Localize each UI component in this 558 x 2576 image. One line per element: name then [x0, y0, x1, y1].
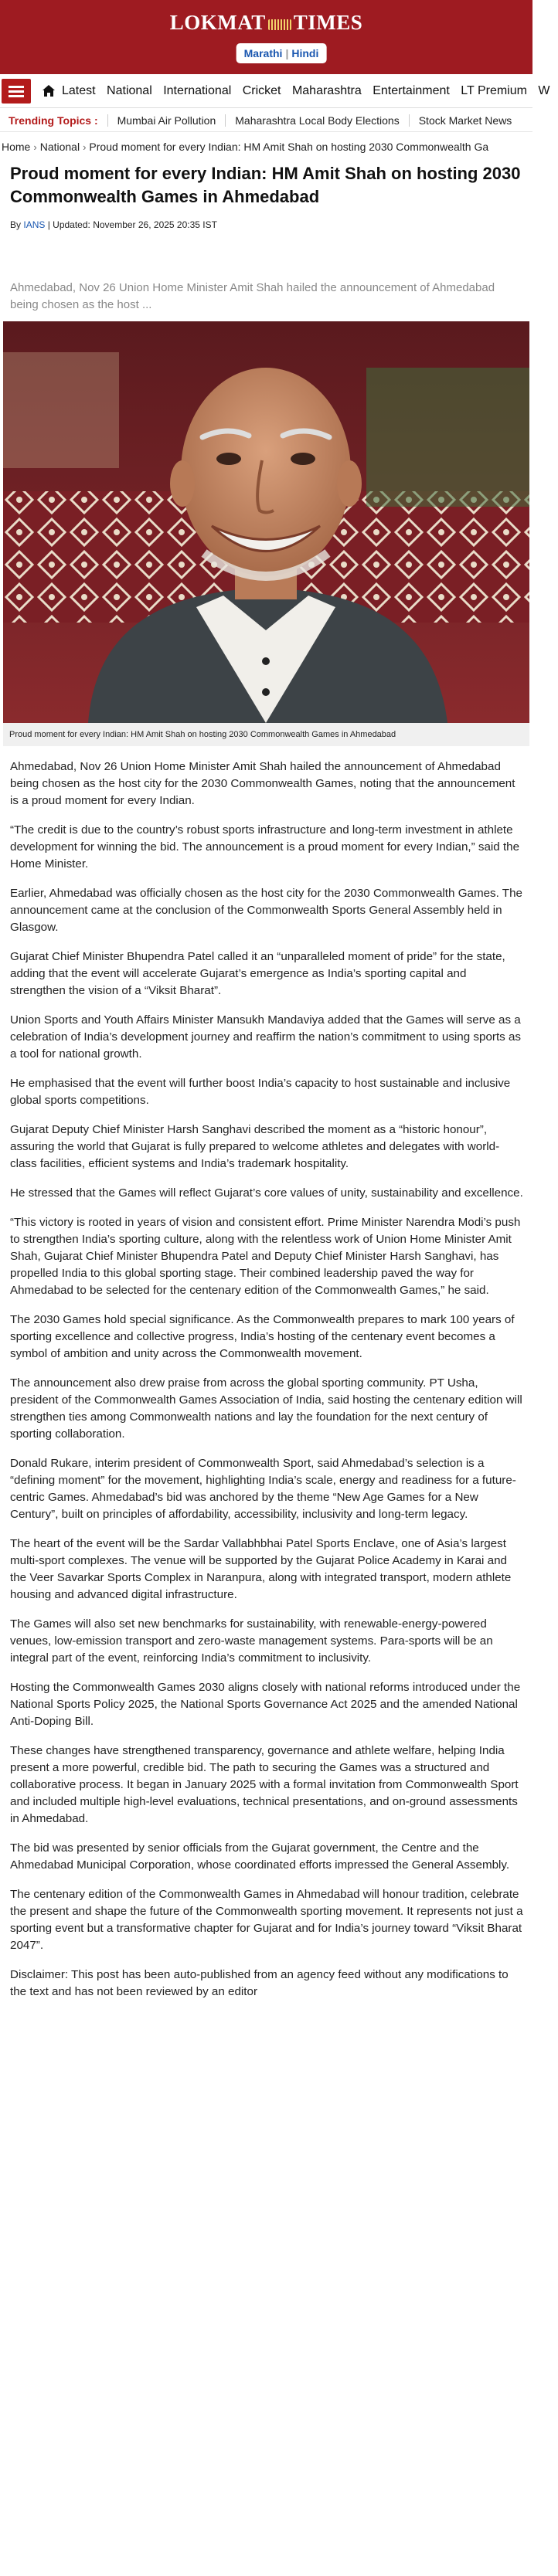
article-paragraph: He stressed that the Games will reflect Gujarat’s core values of unity, sustainability and excellence. [10, 1186, 523, 1200]
article-body [10, 759, 523, 2013]
main-nav [0, 74, 550, 108]
trending-topics-bar [0, 109, 532, 132]
chevron-right-icon: › [33, 141, 37, 153]
author-link[interactable]: IANS [23, 219, 46, 230]
article-paragraph: These changes have strengthened transparency, governance and athlete welfare, helping India present a more powerful, credible bid. The path to securing the Games was a structured and collaborative process. It began in January 2025 with a formal invitation from Commonwealth Sport and included multiple high-level evaluations, technical presentations, and on-ground assessments in Ahmedabad. [10, 1744, 519, 1825]
article-paragraph: He emphasised that the event will further boost India’s capacity to host sustainable and inclusive global sports competitions. [10, 1077, 511, 1107]
article-summary: Ahmedabad, Nov 26 Union Home Minister Amit Shah hailed the announcement of Ahmedabad being chosen as the host ... [10, 281, 495, 311]
nav-item-maharashtra[interactable]: Maharashtra [291, 84, 362, 97]
article-paragraph: The bid was presented by senior officials from the Gujarat government, the Centre and the Ahmedabad Municipal Corporation, whose coordinated efforts impressed the General Assembly. [10, 1841, 510, 1872]
trending-topic[interactable]: Maharashtra Local Body Elections [225, 114, 408, 127]
nav-item-cricket[interactable]: Cricket [242, 84, 281, 97]
hero-image [3, 321, 529, 723]
disclaimer: Disclaimer: This post has been auto-published from an agency feed without any modifications to the text and has not been reviewed by an editor [10, 1968, 509, 1998]
language-switcher [236, 43, 327, 63]
nav-item-lt-premium[interactable]: LT Premium [461, 84, 527, 97]
article-paragraph: The centenary edition of the Commonwealth Games in Ahmedabad will honour tradition, celebrate the present and shape the future of the Commonwealth sporting movement. It represents not just a sporting event but a transformative chapter for Gujarat and for India’s journey toward “Viksit Bharat 2047”. [10, 1888, 523, 1952]
logo-text-right: TIMES [293, 11, 363, 34]
lang-hindi-link[interactable]: Hindi [291, 47, 319, 59]
nav-item-international[interactable]: International [163, 84, 232, 97]
article-paragraph: The announcement also drew praise from across the global sporting community. PT Usha, president of the Commonwealth Games Association of India, said hosting the centenary edition will strengthen ties among Commonwealth nations and lay the foundation for the next century of sporting collaboration. [10, 1376, 522, 1441]
updated-timestamp: | Updated: November 26, 2025 20:35 IST [45, 219, 217, 230]
article-byline [10, 219, 217, 230]
breadcrumb-current: Proud moment for every Indian: HM Amit Shah on hosting 2030 Commonwealth Ga [89, 141, 489, 153]
nav-item-entertainment[interactable]: Entertainment [373, 84, 450, 97]
article-paragraph: The Games will also set new benchmarks for sustainability, with renewable-energy-powered venues, low-emission transport and zero-waste management systems. Para-sports will be an integral part of the event, reinforcing India’s commitment to inclusivity. [10, 1617, 493, 1665]
article-paragraph: Earlier, Ahmedabad was officially chosen as the host city for the 2030 Commonwealth Games. The announcement came at the conclusion of the Commonwealth Sports General Assembly held in Glasgow. [10, 887, 522, 934]
hamburger-icon[interactable] [2, 79, 31, 104]
lang-divider: | [285, 47, 289, 59]
image-caption: Proud moment for every Indian: HM Amit Shah on hosting 2030 Commonwealth Games in Ahmedabad [3, 723, 529, 746]
nav-item-national[interactable]: National [107, 84, 152, 97]
article-paragraph: “This victory is rooted in years of vision and consistent effort. Prime Minister Narendra Modi’s push to strengthen India’s sporting culture, along with the relentless work of Union Home Minister Amit Shah, Gujarat Chief Minister Bhupendra Patel and Deputy Chief Minister Harsh Sanghavi, has propelled India to this global sporting stage. Their combined leadership paved the way for Ahmedabad to be selected for the centenary edition of the Commonwealth Games,” he said. [10, 1216, 521, 1297]
breadcrumb-home[interactable]: Home [2, 141, 31, 153]
article-paragraph: Union Sports and Youth Affairs Minister Mansukh Mandaviya added that the Games will serve as a celebration of India’s development journey and reaffirm the nation’s commitment to using sports as a tool for national growth. [10, 1013, 522, 1061]
article-paragraph: Ahmedabad, Nov 26 Union Home Minister Amit Shah hailed the announcement of Ahmedabad being chosen as the host city for the 2030 Commonwealth Games, noting that the announcement is a proud moment for every Indian. [10, 760, 515, 807]
trending-topic[interactable]: Stock Market News [409, 114, 522, 127]
nav-items [62, 74, 558, 108]
home-icon[interactable] [42, 84, 56, 97]
lang-marathi-link[interactable]: Marathi [243, 47, 283, 59]
breadcrumb-section[interactable]: National [39, 141, 80, 153]
logo-text-left: LOKMAT [169, 11, 266, 34]
site-logo[interactable] [0, 11, 532, 35]
article-paragraph: Gujarat Chief Minister Bhupendra Patel called it an “unparalleled moment of pride” for the state, adding that the event will accelerate Gujarat’s emergence as India’s sporting capital and strengthen the vision of a “Viksit Bharat”. [10, 950, 505, 997]
byline-prefix: By [10, 219, 22, 230]
article-paragraph: Hosting the Commonwealth Games 2030 aligns closely with national reforms introduced under the National Sports Policy 2025, the National Sports Governance Act 2025 and the amended National Anti-Doping Bill. [10, 1681, 521, 1728]
article-paragraph: The 2030 Games hold special significance. As the Commonwealth prepares to mark 100 years of sporting excellence and collective progress, India’s hosting of the centenary event becomes a symbol of ambition and unity across the Commonwealth movement. [10, 1313, 515, 1360]
article-paragraph: The heart of the event will be the Sardar Vallabhbhai Patel Sports Enclave, one of Asia’s largest multi-sport complexes. The venue will be supported by the Gujarat Police Academy in Karai and the Veer Savarkar Sports Complex in Naranpura, along with integrated transport, modern athlete housing and advanced digital infrastructure. [10, 1537, 512, 1601]
nav-item-latest[interactable]: Latest [62, 84, 96, 97]
trending-label: Trending Topics : [9, 114, 98, 127]
article-paragraph: Gujarat Deputy Chief Minister Harsh Sanghavi described the moment as a “historic honour”, assuring the world that Gujarat is fully prepared to welcome athletes and delegates with world-class facilities, efficient systems and India’s trademark hospitality. [10, 1123, 500, 1170]
chevron-right-icon: › [83, 141, 87, 153]
nav-item-truncated[interactable]: W [538, 84, 550, 97]
logo-emblem-icon [268, 19, 291, 30]
trending-topic[interactable]: Mumbai Air Pollution [107, 114, 226, 127]
article-title: Proud moment for every Indian: HM Amit Shah on hosting 2030 Commonwealth Games in Ahmedabad [10, 164, 521, 206]
article-paragraph: Donald Rukare, interim president of Commonwealth Sport, said Ahmedabad’s selection is a “defining moment” for the movement, highlighting India’s scale, energy and readiness for a future-centric Games. Ahmedabad’s bid was anchored by the theme “New Age Games for a New Century”, built on principles of affordability, accessibility, inclusivity and long-term legacy. [10, 1457, 516, 1521]
breadcrumb [0, 137, 532, 156]
article-paragraph: “The credit is due to the country’s robust sports infrastructure and long-term investment in athlete development for winning the bid. The announcement is a proud moment for every Indian,” said the Home Minister. [10, 823, 520, 871]
site-header [0, 0, 532, 74]
